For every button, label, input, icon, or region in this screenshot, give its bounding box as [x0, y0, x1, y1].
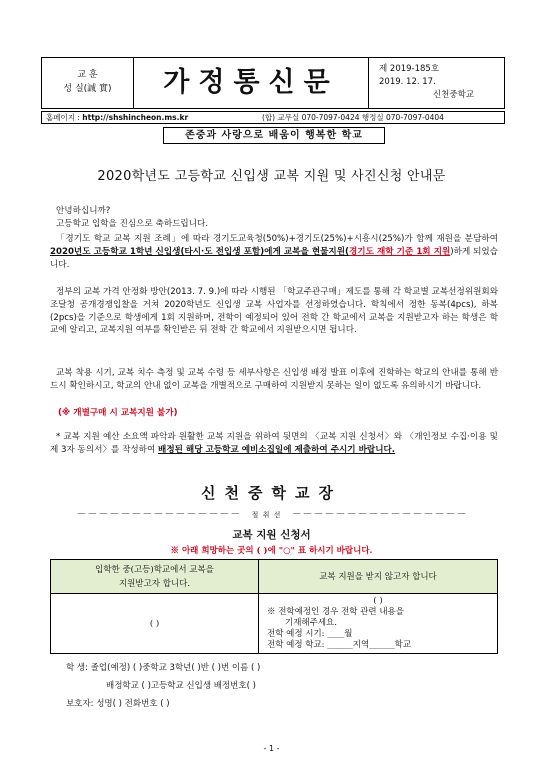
p1-text-e: 경기도 재학 기준 1회 지원 — [348, 246, 451, 257]
p1-text-f: )하게 되었습니다. — [50, 246, 498, 270]
form-instruction-a: ※ 아래 희망하는 곳의 ( )에 — [170, 546, 279, 556]
guardian-info-field[interactable]: 보호자: 성명( ) 전화번호 ( ) — [66, 699, 170, 709]
p1-text-a: 「경기도 학교 교복 지원 조례」에 따라 경기도교육청(50%)+경기도(25%)+시흥시(25%)가 함께 재원을 분담하여 — [56, 234, 498, 244]
homepage — [46, 112, 188, 123]
decline-mark[interactable]: ( ) — [373, 596, 383, 606]
doc-info — [369, 58, 504, 108]
transfer-note-2: 기재해주세요. — [285, 618, 337, 628]
homepage-label: 홈페이지 : — [46, 113, 83, 122]
p1-text-c: 타시·도 전입생 포함 — [184, 246, 261, 257]
contact-row — [41, 111, 505, 124]
individual-purchase-note: (※ 개별구매 시 교복지원 불가) — [58, 408, 178, 418]
cut-line-dashes-right: －－－－－－－－－－－－－－－－ — [291, 509, 468, 520]
motto-label: 교 훈 — [77, 70, 98, 80]
student-info-field[interactable]: 학 생: 졸업(예정) ( )중학교 3학년( )반 ( )번 이름 ( ) — [66, 663, 261, 673]
header-receive-line-2: 지원받고자 합니다. — [118, 578, 191, 589]
form-instruction-b: "○" 표 하시기 바랍니다. — [278, 546, 373, 556]
header-receive — [51, 560, 259, 594]
homepage-link[interactable]: http://shshincheon.ms.kr — [82, 113, 189, 122]
form-instruction — [0, 544, 543, 556]
principal-name: 신천중학교장 — [201, 484, 342, 502]
paragraph-4 — [50, 431, 498, 457]
phone-info: (합) 교무실 070-7097-0424 행정실 070-7097-0404 — [262, 113, 444, 122]
p1-text-b: 2020년도 고등학교 1학년 신입생( — [50, 246, 185, 257]
school-motto — [42, 58, 134, 108]
receive-mark[interactable]: ( ) — [149, 618, 160, 629]
school-label: 신천중학교 — [432, 90, 474, 100]
greeting-line-1: 안녕하십니까? — [56, 206, 111, 216]
header-decline: 교복 지원을 받지 않고자 합니다 — [259, 560, 498, 594]
newsletter-header — [41, 57, 505, 109]
uniform-application-form — [50, 559, 498, 654]
transfer-when-field[interactable]: 전학 예정 시기: ____월 — [267, 629, 353, 639]
greeting — [50, 205, 498, 231]
assigned-school-field[interactable]: 배정학교 ( )고등학교 신입생 배정번호( ) — [106, 681, 256, 691]
p4-text-a: * 교복 지원 예산 소요액 파악과 원활한 교복 지원을 위하여 뒷면의 〈교복 지원 신청서〉와 〈개인정보 수집·이용 및 제 3자 동의서〉를 작성하여 — [50, 432, 498, 455]
form-title: 교복 지원 신청서 — [232, 529, 311, 541]
header-receive-line-1: 입학한 중(고등)학교에서 교복을 — [95, 564, 214, 575]
doc-date: 2019. 12. 17. — [379, 77, 436, 87]
greeting-line-2: 고등학교 입학을 진심으로 축하드립니다. — [56, 218, 209, 229]
p4-text-b: 배정된 해당 고등학교 예비소집일에 제출하여 주시기 바랍니다. — [158, 444, 396, 455]
page-number: - 1 - — [263, 744, 280, 753]
document-title: 2020학년도 고등학교 신입생 교복 지원 및 사진신청 안내문 — [97, 169, 446, 184]
transfer-note-1: ※ 전학예정인 경우 전학 관련 내용을 — [267, 607, 404, 617]
motto-value: 성 실(誠 實) — [63, 84, 112, 94]
cut-line-label: 절 취 선 — [251, 511, 282, 519]
doc-number: 제 2019-185호 — [379, 64, 440, 74]
transfer-where-field[interactable]: 전학 예정 학교: ______지역______학교 — [267, 640, 412, 650]
paragraph-3: 교복 착용 시기, 교복 치수 측정 및 교복 수령 등 세부사항은 신입생 배정 발표 이후에 진학하는 학교의 안내를 통해 반드시 확인하시고, 학교의 안내 없이 교복을 개별적으로 구매하여 지원받지 못하는 일이 없도록 유의하시기 바랍니다. — [50, 368, 498, 391]
school-slogan: 존중과 사랑으로 배움이 행복한 학교 — [163, 127, 385, 144]
paragraph-1 — [50, 233, 498, 271]
decline-cell[interactable] — [259, 594, 498, 654]
paragraph-2: 정부의 교복 가격 안정화 방안(2013. 7. 9.)에 따라 시행된 「학교주관구매」제도를 통해 각 학교별 교복선정위원회와 조달청 공개경쟁입찰을 거쳐 2020학년도 신입생 교복 사업자를 선정하였습니다. 학칙에서 정한 동복(4pcs), 하복(2pcs)을 기준으로 학생에게 1회 지원하며, 전학이 예정되어 있어 전학 간 학교에서 교복을 지원받고자 하는 학생은 학교에 알리고, 교복지원 여부를 확인받은 뒤 전학 간 학교에서 지원받으시면 됩니다. — [50, 287, 498, 336]
cut-line — [68, 505, 476, 520]
p1-text-d: )에게 교복을 현물지원( — [260, 246, 349, 257]
receive-checkbox-cell[interactable] — [51, 594, 259, 654]
newsletter-title: 가정통신문 — [134, 58, 369, 108]
cut-line-dashes-left: －－－－－－－－－－－－－－－ — [76, 509, 242, 520]
